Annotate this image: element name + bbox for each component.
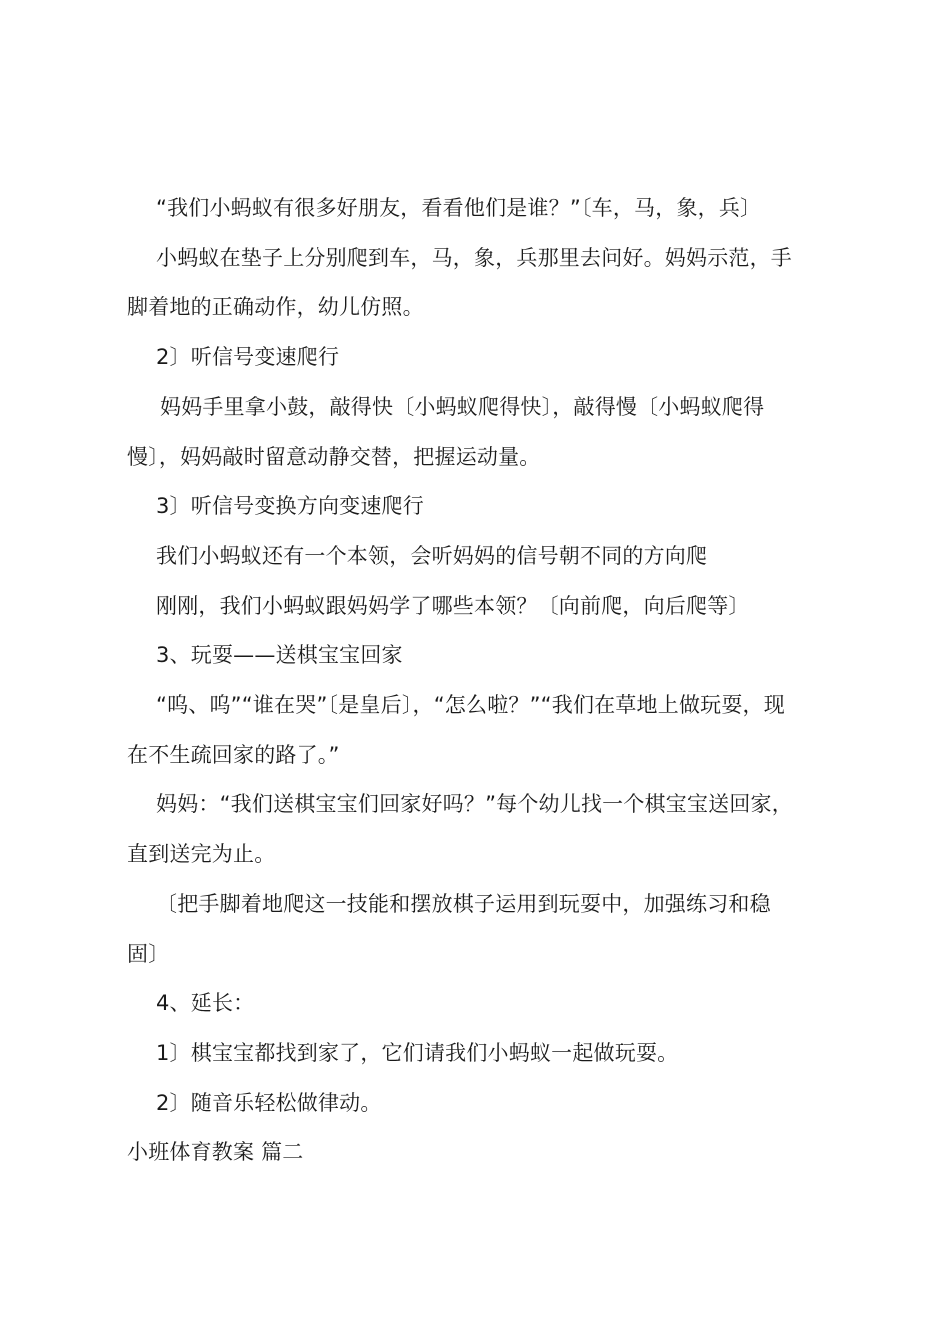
list-item-extension-2: 2〕随音乐轻松做律动。 [156, 1090, 382, 1115]
paragraph-crawl-line-1: 小蚂蚁在垫子上分别爬到车，马，象，兵那里去问好。妈妈示范，手 [156, 245, 792, 270]
paragraph-quote-friends: “我们小蚂蚁有很多好朋友，看看他们是谁？”〔车，马，象，兵〕 [156, 196, 762, 220]
paragraph-drum-line-1: 妈妈手里拿小鼓，敲得快〔小蚂蚁爬得快〕，敲得慢〔小蚂蚁爬得 [160, 394, 765, 419]
document-section-title: 小班体育教案 篇二 [127, 1140, 304, 1165]
paragraph-direction: 我们小蚂蚁还有一个本领，会听妈妈的信号朝不同的方向爬 [156, 543, 708, 568]
paragraph-drum-line-2: 慢〕，妈妈敲时留意动静交替，把握运动量。 [127, 444, 541, 469]
step-heading-speed: 2〕听信号变速爬行 [156, 345, 340, 370]
paragraph-note-line-1: 〔把手脚着地爬这一技能和摆放棋子运用到玩耍中，加强练习和稳 [156, 891, 771, 916]
step-heading-direction: 3〕听信号变换方向变速爬行 [156, 494, 424, 519]
paragraph-note-line-2: 固〕 [127, 941, 170, 966]
document-body [127, 184, 833, 1178]
section-heading-extension: 4、延长： [156, 991, 255, 1016]
paragraph-review: 刚刚，我们小蚂蚁跟妈妈学了哪些本领？〔向前爬，向后爬等〕 [156, 593, 750, 618]
paragraph-queen-line-2: 在不生疏回家的路了。” [127, 742, 340, 767]
paragraph-mom-line-1: 妈妈：“我们送棋宝宝们回家好吗？”每个幼儿找一个棋宝宝送回家， [156, 792, 793, 817]
paragraph-crawl-line-2: 脚着地的正确动作，幼儿仿照。 [127, 295, 424, 320]
section-heading-game: 3、玩耍——送棋宝宝回家 [156, 643, 403, 668]
paragraph-mom-line-2: 直到送完为止。 [127, 842, 276, 867]
list-item-extension-1: 1〕棋宝宝都找到家了，它们请我们小蚂蚁一起做玩耍。 [156, 1040, 679, 1065]
paragraph-queen-line-1: “呜、呜”“谁在哭”〔是皇后〕，“怎么啦？”“我们在草地上做玩耍，现 [156, 693, 785, 718]
